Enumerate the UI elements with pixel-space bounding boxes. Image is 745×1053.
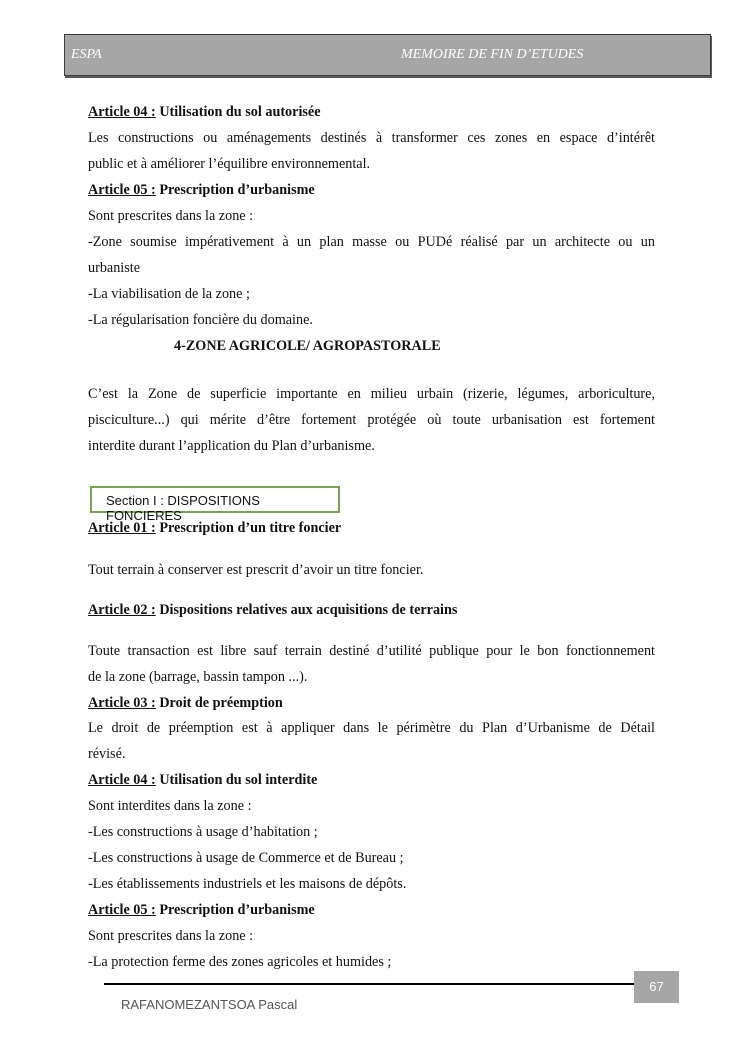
list-item: -Les constructions à usage de Commerce et de Bureau ; xyxy=(88,850,404,866)
paragraph-line: révisé. xyxy=(88,746,126,762)
list-item: -La régularisation foncière du domaine. xyxy=(88,312,313,328)
list-item: -Les établissements industriels et les maisons de dépôts. xyxy=(88,876,407,892)
list-item: -La protection ferme des zones agricoles et humides ; xyxy=(88,954,392,970)
list-item: -Zone soumise impérativement à un plan masse ou PUDé réalisé par un architecte ou un xyxy=(88,234,655,250)
article-title: Prescription d’urbanisme xyxy=(155,182,315,198)
footer-divider xyxy=(104,983,634,985)
article-04-heading xyxy=(88,771,655,789)
article-05-heading xyxy=(88,181,655,199)
paragraph-line: interdite durant l’application du Plan d’urbanisme. xyxy=(88,438,375,454)
paragraph-line: Tout terrain à conserver est prescrit d’avoir un titre foncier. xyxy=(88,562,424,578)
paragraph-line: C’est la Zone de superficie importante en milieu urbain (rizerie, légumes, arboriculture, xyxy=(88,386,655,402)
article-title: Utilisation du sol autorisée xyxy=(155,104,321,120)
article-label: Article 05 : xyxy=(88,902,156,918)
page-number: 67 xyxy=(634,971,679,1003)
article-title: Utilisation du sol interdite xyxy=(155,772,318,788)
paragraph-line: Sont prescrites dans la zone : xyxy=(88,208,254,224)
section-heading: Section I : DISPOSITIONS FONCIERES xyxy=(106,493,260,523)
page-header xyxy=(64,34,711,76)
paragraph-line: public et à améliorer l’équilibre environnemental. xyxy=(88,156,371,172)
article-label: Article 05 : xyxy=(88,182,156,198)
article-title: Prescription d’urbanisme xyxy=(155,902,315,918)
article-04-heading xyxy=(88,103,655,121)
article-label: Article 03 : xyxy=(88,695,156,711)
article-03-heading xyxy=(88,694,655,712)
article-label: Article 04 : xyxy=(88,772,156,788)
paragraph-line: Sont interdites dans la zone : xyxy=(88,798,252,814)
article-01-heading xyxy=(88,519,655,537)
list-item: -Les constructions à usage d’habitation ; xyxy=(88,824,318,840)
paragraph-line: Les constructions ou aménagements destinés à transformer ces zones en espace d’intérêt xyxy=(88,130,655,146)
paragraph-line: pisciculture...) qui mérite d’être fortement protégée où toute urbanisation est fortement xyxy=(88,412,655,428)
article-02-heading xyxy=(88,601,655,619)
paragraph-line: Sont prescrites dans la zone : xyxy=(88,928,254,944)
list-item-continued: urbaniste xyxy=(88,260,141,276)
paragraph-line: Toute transaction est libre sauf terrain destiné d’utilité publique pour le bon fonctionnement xyxy=(88,643,655,659)
article-title: Prescription d’un titre foncier xyxy=(155,520,342,536)
paragraph-line: de la zone (barrage, bassin tampon ...). xyxy=(88,669,308,685)
article-title: Droit de préemption xyxy=(155,695,283,711)
footer-author: RAFANOMEZANTSOA Pascal xyxy=(121,997,298,1012)
list-item: -La viabilisation de la zone ; xyxy=(88,286,250,302)
article-label: Article 02 : xyxy=(88,602,156,618)
article-title: Dispositions relatives aux acquisitions de terrains xyxy=(155,602,458,618)
article-05-heading xyxy=(88,901,655,919)
zone-heading: 4-ZONE AGRICOLE/ AGROPASTORALE xyxy=(174,338,441,354)
header-title: MEMOIRE DE FIN D’ETUDES xyxy=(401,47,584,62)
article-label: Article 04 : xyxy=(88,104,156,120)
article-label: Article 01 : xyxy=(88,520,156,536)
section-heading-box xyxy=(90,486,340,523)
paragraph-line: Le droit de préemption est à appliquer dans le périmètre du Plan d’Urbanisme de Détail xyxy=(88,720,655,736)
header-school: ESPA xyxy=(71,47,102,62)
